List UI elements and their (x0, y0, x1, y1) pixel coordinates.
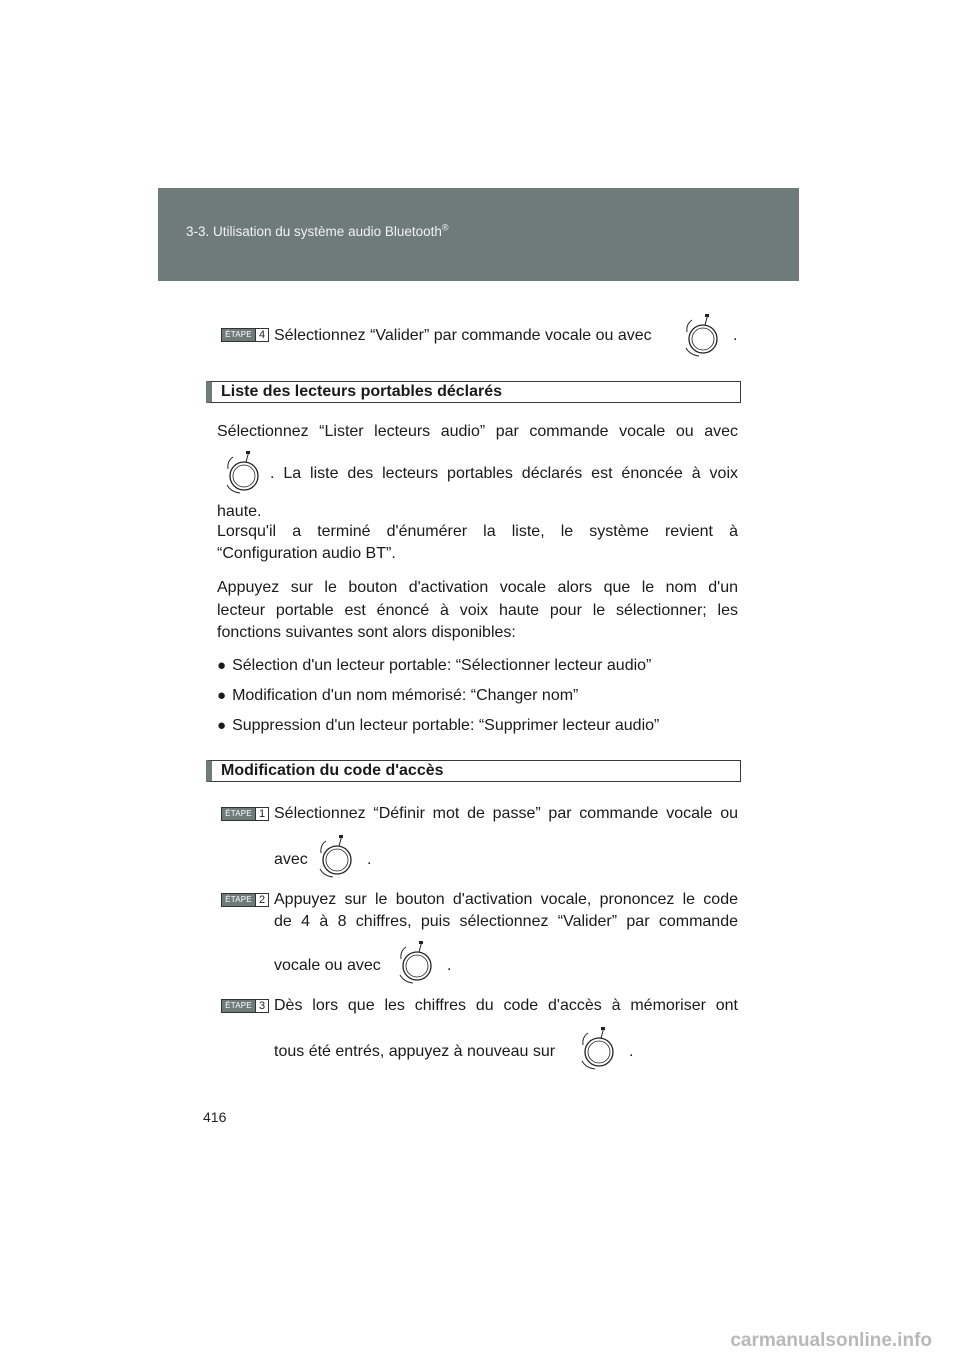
page-number: 416 (203, 1109, 227, 1125)
list-item: ● Suppression d'un lecteur portable: “Supprimer lecteur audio” (217, 717, 660, 734)
tune-knob-icon (678, 312, 724, 358)
paragraph-line: “Configuration audio BT”. (217, 545, 396, 562)
tune-knob-icon (574, 1025, 620, 1071)
list-item: ● Modification d'un nom mémorisé: “Changer nom” (217, 687, 579, 704)
step-badge: ÉTAPE 4 (221, 328, 269, 342)
paragraph-line: haute. (217, 503, 262, 520)
paragraph-line: Appuyez sur le bouton d'activation vocale alors que le nom d'un (217, 579, 738, 596)
tune-knob-icon (219, 449, 265, 495)
paragraph-line: . La liste des lecteurs portables déclarés est énoncée à voix (270, 465, 738, 482)
step-1-line: Sélectionnez “Définir mot de passe” par commande vocale ou (274, 805, 738, 822)
step-3-line: Dès lors que les chiffres du code d'accès à mémoriser ont (274, 997, 738, 1014)
step-badge: ÉTAPE 3 (221, 999, 269, 1013)
watermark: carmanualsonline.info (730, 1330, 932, 1351)
section-header (158, 188, 799, 281)
paragraph-line: fonctions suivantes sont alors disponibles: (217, 624, 516, 641)
section-heading-passcode: Modification du code d'accès (206, 760, 741, 782)
step-badge: ÉTAPE 1 (221, 807, 269, 821)
step-badge: ÉTAPE 2 (221, 893, 269, 907)
section-heading-devices: Liste des lecteurs portables déclarés (206, 381, 741, 403)
paragraph-line: Sélectionnez “Lister lecteurs audio” par commande vocale ou avec (217, 423, 738, 440)
tune-knob-icon (392, 939, 438, 985)
step-2-line: de 4 à 8 chiffres, puis sélectionnez “Valider” par commande (274, 913, 738, 930)
list-item: ● Sélection d'un lecteur portable: “Sélectionner lecteur audio” (217, 657, 652, 674)
header-title: 3-3. Utilisation du système audio Bluetooth® (186, 222, 449, 239)
tune-knob-icon (312, 833, 358, 879)
step-2-line: Appuyez sur le bouton d'activation vocale, prononcez le code (274, 891, 738, 908)
paragraph-line: Lorsqu'il a terminé d'énumérer la liste, le système revient à (217, 523, 738, 540)
paragraph-line: lecteur portable est énoncé à voix haute pour le sélectionner; les (217, 602, 738, 619)
step-4-text: Sélectionnez “Valider” par commande vocale ou avec (274, 327, 652, 344)
